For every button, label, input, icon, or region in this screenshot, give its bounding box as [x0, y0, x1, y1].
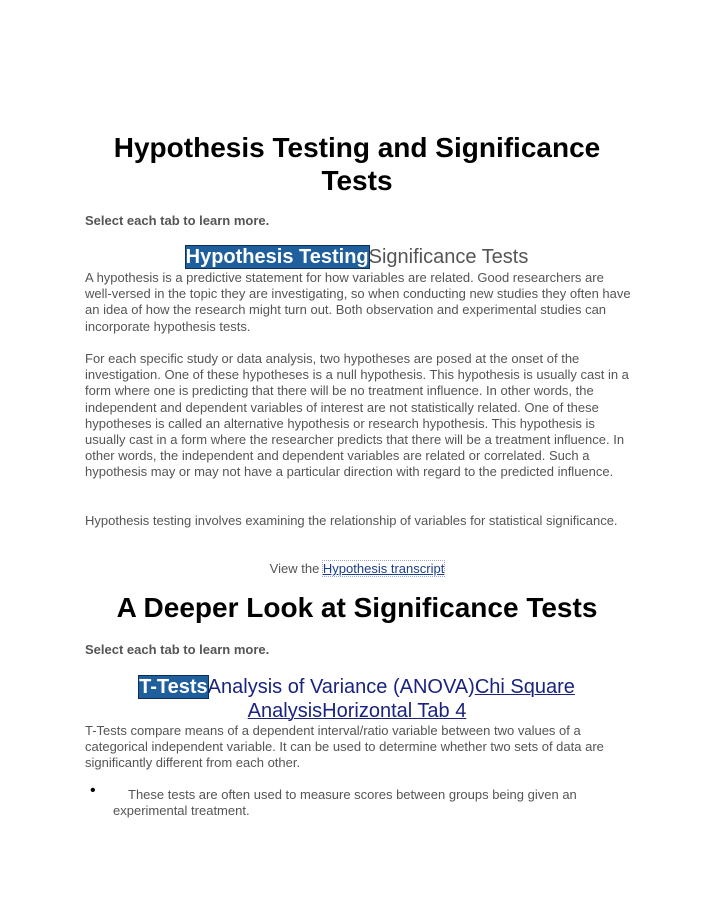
- paragraph-null-alternative: For each specific study or data analysis, two hypotheses are posed at the onset of the investigation. One of these hypotheses is a null hypothesis. This hypothesis is usually cast in a form where one is predicting that there will be no treatment influence. In other words, the independent and dependent variables of interest are not statistically related. One of these hypotheses is called an alternative hypothesis or research hypothesis. This hypothesis is usually cast in a form where the researcher predicts that there will be a treatment influence. In other words, the independent and dependent variables are related or correlated. Such a hypothesis may or may not have a particular direction with regard to the predicted influence.: [85, 351, 629, 480]
- transcript-prefix: View the: [269, 561, 323, 576]
- paragraph-t-tests: T-Tests compare means of a dependent interval/ratio variable between two values of a categorical independent variable. It can be used to determine whether two sets of data are significantly different from each other.: [85, 723, 604, 771]
- tab-hypothesis-testing[interactable]: Hypothesis Testing: [185, 246, 369, 268]
- list-item: [85, 782, 633, 819]
- paragraph-hypothesis-testing: Hypothesis testing involves examining the relationship of variables for statistical significance.: [85, 513, 618, 528]
- transcript-line: [85, 561, 629, 576]
- tab-horizontal-4[interactable]: Horizontal Tab 4: [322, 700, 467, 722]
- bullet-text: These tests are often used to measure scores between groups being given an experimental treatment.: [113, 787, 577, 818]
- tab-bar-hypothesis: [85, 245, 629, 269]
- tab-significance-tests[interactable]: Significance Tests: [368, 246, 529, 268]
- tab-bar-significance: [85, 675, 629, 723]
- hypothesis-transcript-link[interactable]: Hypothesis transcript: [322, 561, 445, 576]
- section-title-significance: A Deeper Look at Significance Tests: [116, 592, 598, 623]
- tab-anova[interactable]: Analysis of Variance (ANOVA): [207, 676, 475, 698]
- tab-instruction-2: Select each tab to learn more.: [85, 642, 270, 657]
- bullet-icon: •: [90, 782, 96, 799]
- bullet-list: [85, 782, 633, 819]
- tab-chi-square[interactable]: Chi Square Analysis: [247, 676, 575, 722]
- tab-instruction: Select each tab to learn more.: [85, 213, 270, 228]
- section-title-hypothesis: Hypothesis Testing and Significance Tests: [113, 132, 601, 196]
- tab-t-tests[interactable]: T-Tests: [139, 676, 208, 698]
- paragraph-hypothesis-definition: A hypothesis is a predictive statement for how variables are related. Good researchers are well-versed in the topic they are investigating, so when conducting new studies they often have an idea of how the research might turn out. Both observation and experimental studies can incorporate hypothesis tests.: [85, 270, 631, 334]
